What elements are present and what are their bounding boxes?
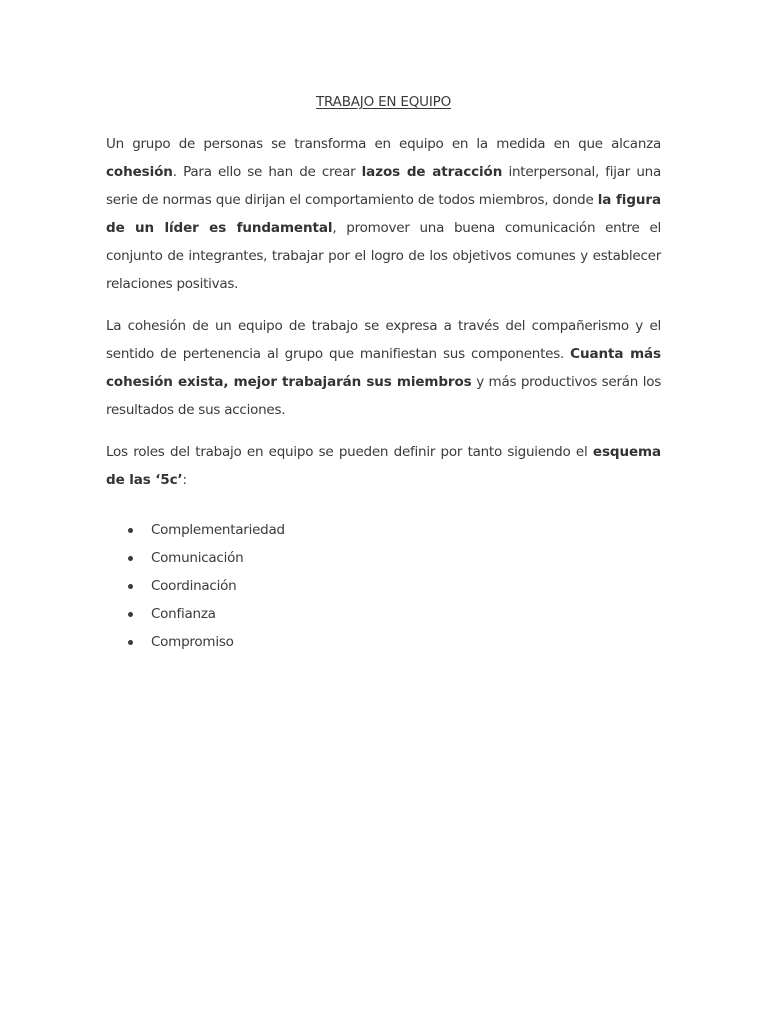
paragraph-text: , promover una buena comunicación entre el conjunto de integrantes, trabajar por el logro de los objetivos comunes y establecer relaciones positivas. bbox=[106, 220, 662, 292]
paragraph-text: y más productivos serán los resultados de sus acciones. bbox=[106, 374, 661, 418]
paragraph-text: La cohesión de un equipo de trabajo se expresa a través del compañerismo y el sentido de pertenencia al grupo que manifiestan sus componentes. bbox=[106, 318, 661, 362]
list-item-label: Compromiso bbox=[151, 634, 234, 650]
paragraph-text: interpersonal, fijar una serie de normas que dirijan el comportamiento de todos miembros, donde bbox=[106, 164, 661, 208]
list-item bbox=[106, 572, 661, 600]
paragraph-text: Un grupo de personas se transforma en equipo en la medida en que alcanza bbox=[106, 136, 661, 152]
list-item bbox=[106, 628, 661, 656]
list-item-label: Complementariedad bbox=[151, 522, 285, 538]
paragraph-1 bbox=[106, 130, 661, 298]
paragraph-2 bbox=[106, 312, 661, 424]
bullet-icon bbox=[128, 556, 133, 561]
bold-text: esquema de las ‘5c’ bbox=[106, 444, 661, 488]
paragraph-text: . Para ello se han de crear bbox=[172, 164, 362, 180]
list-item bbox=[106, 544, 661, 572]
bullet-icon bbox=[128, 584, 133, 589]
bold-text: Cuanta más cohesión exista, mejor trabajarán sus miembros bbox=[106, 346, 661, 390]
list-item-label: Comunicación bbox=[151, 550, 244, 566]
roles-list bbox=[106, 516, 661, 656]
paragraph-text: : bbox=[182, 472, 187, 488]
bullet-icon bbox=[128, 640, 133, 645]
paragraph-text: Los roles del trabajo en equipo se pueden definir por tanto siguiendo el bbox=[106, 444, 593, 460]
bullet-icon bbox=[128, 612, 133, 617]
bold-text: cohesión bbox=[106, 164, 173, 180]
bold-text: la figura de un líder es fundamental bbox=[106, 192, 661, 236]
list-item-label: Confianza bbox=[151, 606, 216, 622]
document-page bbox=[106, 88, 661, 656]
paragraph-3 bbox=[106, 438, 661, 494]
list-item-label: Coordinación bbox=[151, 578, 237, 594]
list-item bbox=[106, 600, 661, 628]
bullet-icon bbox=[128, 528, 133, 533]
document-title: TRABAJO EN EQUIPO bbox=[315, 94, 451, 110]
bold-text: lazos de atracción bbox=[361, 164, 503, 180]
list-item bbox=[106, 516, 661, 544]
